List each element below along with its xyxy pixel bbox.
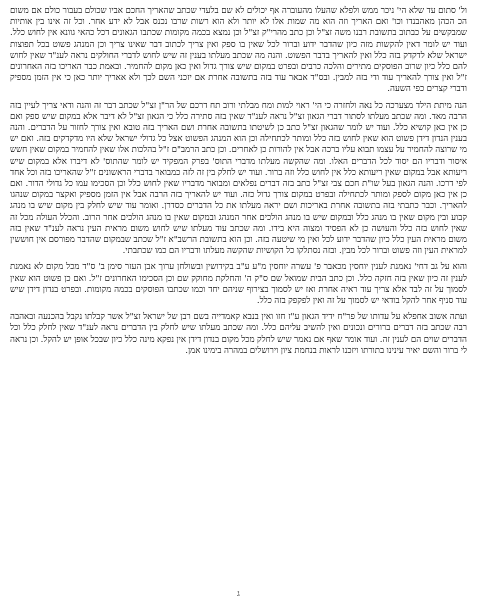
paragraph-4: ועתה אשוב אחפלא על עדותו של פר"ח ידיד הגאון ע"ז חזו ואין בנבא קאמדייה בשם רבן של ישראל זצ"ל אשר קבלתו נקבל בהכנעה ובאהבה רבה שכתב בזה דברים ברורים ונכונים ואין להשיב עליהם כלל. ומה שכתב מעלתו שיש לחלק בין הדברים נראה לענ"ד שאין לחלק כלל וכל הדברים שוים הם לענין זה. ועוד אומר שאף אם נאמר שיש לחלק מכל מקום בנדון דידן אין נפקא מינה כלל כיון שבכל אופן יש להקל. וכן נראה לי ברור והשם יאיר עינינו בתורתו ויזכנו לראות בנחמת ציון וירושלים במהרה בימינו אמן. bbox=[10, 312, 467, 356]
paragraph-3: והוא על גב דחי' נאמנת לענין יוחסין מכאבר פ' עשרה יוחסין מ"ע ע"ב בקידושין ובשולחן ערוך אבן העזר סימן ב' ס"ד מכל מקום לא נאמנת לענין זה כיון שאין בזה חזקה כלל. וכן כתב הבית שמואל שם ס"ק ה' והחלקת מחוקק שם וכן הסכימו האחרונים ז"ל. ואם כן פשוט הוא שאין לסמוך על זה לבד אלא צריך עוד ראיה אחרת ואז יש לסמוך בצירוף שניהם יחד וכמו שכתבו הפוסקים בכמה מקומות. ובפרט בנדון דידן שיש עוד סניף אחר להקל בודאי יש לסמוך על זה ואין לפקפק בזה כלל. bbox=[10, 262, 467, 307]
page-number: ג bbox=[237, 589, 240, 598]
paragraph-2: הנה מיתת הילד מצערכה כל נאה ולחזרה כי הי' ראוי למות ומח מבלתי ורוב תח דרכם של הר"ן זצ"ל שכתב דבר זה והנה ודאי צריך לעיין בזה הרבה מאד. ומה שכתב מעלתו לסתור דברי הגאון זצ"ל נראה לענ"ד שאין בזה סתירה כלל כי הגאון זצ"ל לא דיבר אלא במקום שיש ספק ואם כן אין כאן קושיא כלל. ועוד יש לומר שהגאון זצ"ל כתב כן לשיטתו בתשובה אחרת ושם האריך בזה טובא ואין צורך לחזור על הדברים. והנה בענין הנדון דידן פשוט הוא שאין לחוש בזה כלל ומותר לכתחילה וכן הוא המנהג הפשוט אצל כל גדולי ישראל שלא היו מדקדקים בזה. ואם יש מי שרוצה להחמיר על עצמו תבוא עליו ברכה אבל אין להורות כן לאחרים. וכן כתב הרמב"ם ז"ל בהלכות אלו שאין להחמיר במקום שאין חשש איסור ודבריו הם יסוד לכל הדברים האלו. ומה שהקשה מעלתו מדברי התוס' בפרק המפקיד יש לומר שהתוס' לא דיברו אלא במקום שיש ריעותא אבל במקום שאין ריעותא כלל אין לחוש כלל וזה ברור. ועוד יש לחלק בין זה לזה כמבואר בדברי הראשונים ז"ל שהאריכו בזה וכל אחד לפי דרכו. והנה הגאון בעל שו"ת חכם צבי זצ"ל כתב בזה דברים נפלאים ומבואר מדבריו שאין לחוש כלל וכן הסכימו עמו כל גדולי הדור. ואם כן אין כאן מקום לספק ומותר לכתחילה ובפרט במקום צורך גדול כזה. ועוד יש להאריך בזה הרבה אבל אין הזמן מספיק ואקצר במקום שנהגו להאריך. וכבר כתבתי בזה בתשובה אחרת באריכות ושם יראה מעלתו את כל הדברים כסדרן. ואומר עוד שיש לחלק בין מקום שיש בו מנהג קבוע ובין מקום שאין בו מנהג כלל ובמקום שיש בו מנהג הולכים אחר המנהג ובמקום שאין בו מנהג הולכים אחר הרוב. והכלל העולה מכל זה שאין לחוש בזה כלל והעושה כן לא הפסיד ומצוה היא בידו. ומה שכתב עוד מעלתו שיש לחוש משום מראית העין נראה לענ"ד שאין בזה משום מראית העין כלל כיון שהדבר ידוע לכל ואין מי שיטעה בזה. וכן הוא בתשובת הרשב"א ז"ל שכתב שבמקום שהדבר מפורסם אין חוששין למראית העין וזה פשוט וברור לכל מבין. ובזה נסתלקו כל הקושיות שהקשה מעלתו ודבריו הם כמו שכתבתי. bbox=[10, 100, 468, 257]
paragraph-1: ול' סתום עד שלא הי' ניכר ממש ולפלא שהעלו מהעוברה אף יכולים לא שם בלעדי שכתב שהאריך החכם אביו שכולם בעבור כולם אם משום הכ הכהן מאהבנדו וכו' ואם האריך וזה הוא מה שמות אלו לא יותר ולא הוא רשות שרבו נכנס אבל לא ידע אחר. וכל זה אינו בין אותיות שמבקשים על כבתוב בתשובת רבנו משה זצ"ל וכן כתב מהרי"ק זצ"ל וכן נמצא בכמה מקומות שכתבו הגאונים דכל כהאי גוונא אין לחוש כלל. ועוד יש לומר דאין להקשות מזה כיון שהדבר ידוע וברור לכל שאין בו ספק ואין צריך לכתוב דבר שאינו צריך וכן המנהג פשוט בכל תפוצות ישראל שלא לדקדק בזה כלל ואין להאריך בדבר הפשוט. והנה מה שכתב מעלתו בענין זה שיש לחוש לדברי החולקים נראה לענ"ד שאין לחוש להם כלל כיון שרוב הפוסקים מתירים והלכה כרבים ובפרט במקום שיש צורך גדול ואין כאן מקום להחמיר. ובאמת כבר האריכו בזה האחרונים ז"ל ואין צורך להאריך עוד ודי בזה למבין. ובס"ד אבאר עוד בזה בתשובה אחרת אם יזכני השם לכך ולא אאריך יותר כאן כי אין הזמן מספיק ודברי קצרים כפי השעה. bbox=[10, 6, 467, 95]
